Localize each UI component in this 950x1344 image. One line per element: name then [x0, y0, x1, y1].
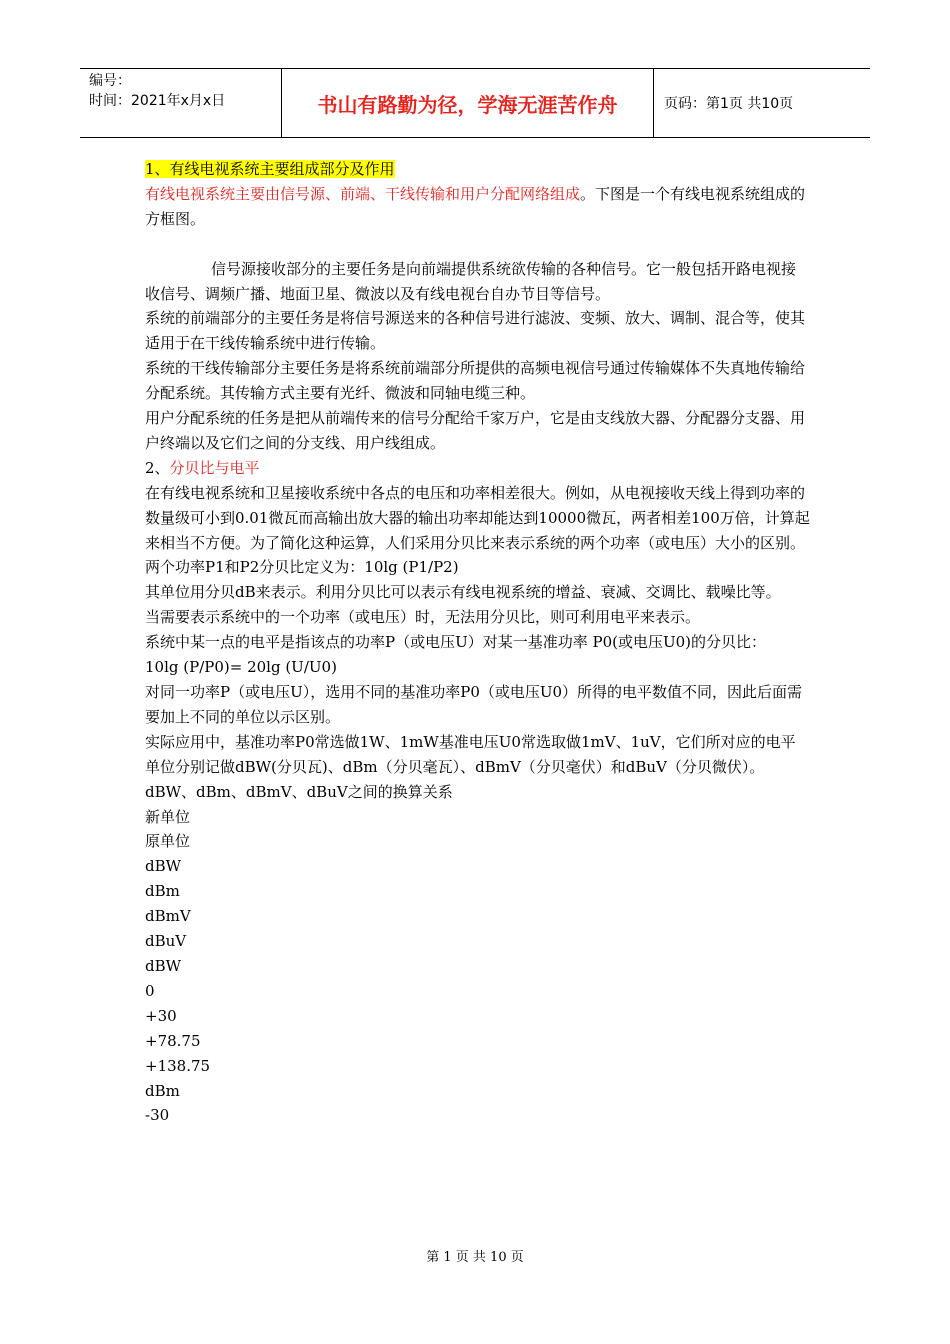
- section2-title: 分贝比与电平: [169, 458, 260, 477]
- conversion-table-line: dBm: [145, 1081, 180, 1100]
- conversion-table-line: +30: [145, 1006, 177, 1025]
- paragraph-level-intro: 当需要表示系统中的一个功率（或电压）时，无法用分贝比，则可利用电平来表示。: [145, 608, 701, 627]
- paragraph-db-unit: 其单位用分贝dB来表示。利用分贝比可以表示有线电视系统的增益、衰减、交调比、载噪比等。: [145, 583, 781, 602]
- conversion-table-line: dBm: [145, 882, 180, 901]
- header-left-cell: [80, 69, 282, 137]
- number-label: 编号：: [89, 73, 131, 89]
- paragraph-db-definition: 两个功率P1和P2分贝比定义为：10lg (P1/P2): [145, 558, 459, 577]
- intro-rest-text: 。下图是一个有线电视系统组成的方框图。: [145, 184, 806, 228]
- page-info: 页码：第1页 共10页: [664, 96, 794, 112]
- paragraph-reference-note: 对同一功率P（或电压U），选用不同的基准功率P0（或电压U0）所得的电平数值不同，因此后面需要加上不同的单位以示区别。: [145, 683, 803, 726]
- intro-red-text: 有线电视系统主要由信号源、前端、干线传输和用户分配网络组成: [145, 184, 581, 203]
- motto-text: 书山有路勤为径，学海无涯苦作舟: [317, 92, 618, 117]
- conversion-table-line: 原单位: [145, 832, 191, 851]
- conversion-table-line: 新单位: [145, 807, 191, 826]
- paragraph-db-intro: 在有线电视系统和卫星接收系统中各点的电压和功率相差很大。例如，从电视接收天线上得到功率的数量级可小到0.01微瓦而高输出放大器的输出功率却能达到10000微瓦，两者相差100万倍，计算起来相当不方便。为了简化这种运算，人们采用分贝比来表示系统的两个功率（或电压）大小的区别。: [145, 483, 810, 552]
- conversion-table-line: +138.75: [145, 1056, 211, 1075]
- blank-line: [145, 232, 810, 257]
- formula-line: 10lg (P/P0)= 20lg (U/U0): [145, 658, 337, 677]
- conversion-title: dBW、dBm、dBmV、dBuV之间的换算关系: [145, 782, 453, 801]
- intro-paragraph: [145, 182, 810, 232]
- conversion-table-line: 0: [145, 981, 155, 1000]
- section2-heading: [145, 456, 810, 481]
- conversion-table-line: +78.75: [145, 1031, 201, 1050]
- page-footer: 第 1 页 共 10 页: [426, 1250, 524, 1265]
- section1-heading: [145, 157, 810, 182]
- section2-number: 2、: [145, 458, 170, 477]
- time-label: 时间：2021年x月x日: [89, 93, 226, 109]
- conversion-table-line: dBW: [145, 956, 182, 975]
- header-motto-cell: [282, 69, 654, 137]
- conversion-table-line: dBuV: [145, 932, 187, 951]
- conversion-table-lines: [145, 805, 810, 1129]
- paragraph-trunk: 系统的干线传输部分主要任务是将系统前端部分所提供的高频电视信号通过传输媒体不失真地传输给分配系统。其传输方式主要有光纤、微波和同轴电缆三种。: [145, 359, 806, 403]
- paragraph-units: 实际应用中，基准功率P0常选做1W、1mW基准电压U0常选取做1mV、1uV，它们所对应的电平单位分别记做dBW(分贝瓦)、dBm（分贝毫瓦）、dBmV（分贝毫伏）和dBuV（分贝微伏）。: [145, 732, 796, 776]
- paragraph-signal-source: 信号源接收部分的主要任务是向前端提供系统欲传输的各种信号。它一般包括开路电视接收信号、调频广播、地面卫星、微波以及有线电视台自办节目等信号。: [145, 259, 797, 303]
- conversion-table-line: dBW: [145, 857, 182, 876]
- conversion-table-line: -30: [145, 1106, 170, 1125]
- paragraph-distribution: 用户分配系统的任务是把从前端传来的信号分配给千家万户，它是由支线放大器、分配器分支器、用户终端以及它们之间的分支线、用户线组成。: [145, 409, 806, 452]
- paragraph-frontend: 系统的前端部分的主要任务是将信号源送来的各种信号进行滤波、变频、放大、调制、混合等，使其适用于在干线传输系统中进行传输。: [145, 309, 806, 353]
- header-table: [80, 68, 870, 138]
- section1-heading-text: 1、有线电视系统主要组成部分及作用: [145, 160, 395, 178]
- header-page-cell: [654, 69, 870, 137]
- paragraph-level-definition: 系统中某一点的电平是指该点的功率P（或电压U）对某一基准功率 P0(或电压U0)的分贝比：: [145, 633, 767, 652]
- conversion-table-line: dBmV: [145, 907, 191, 926]
- document-body: [145, 157, 810, 1128]
